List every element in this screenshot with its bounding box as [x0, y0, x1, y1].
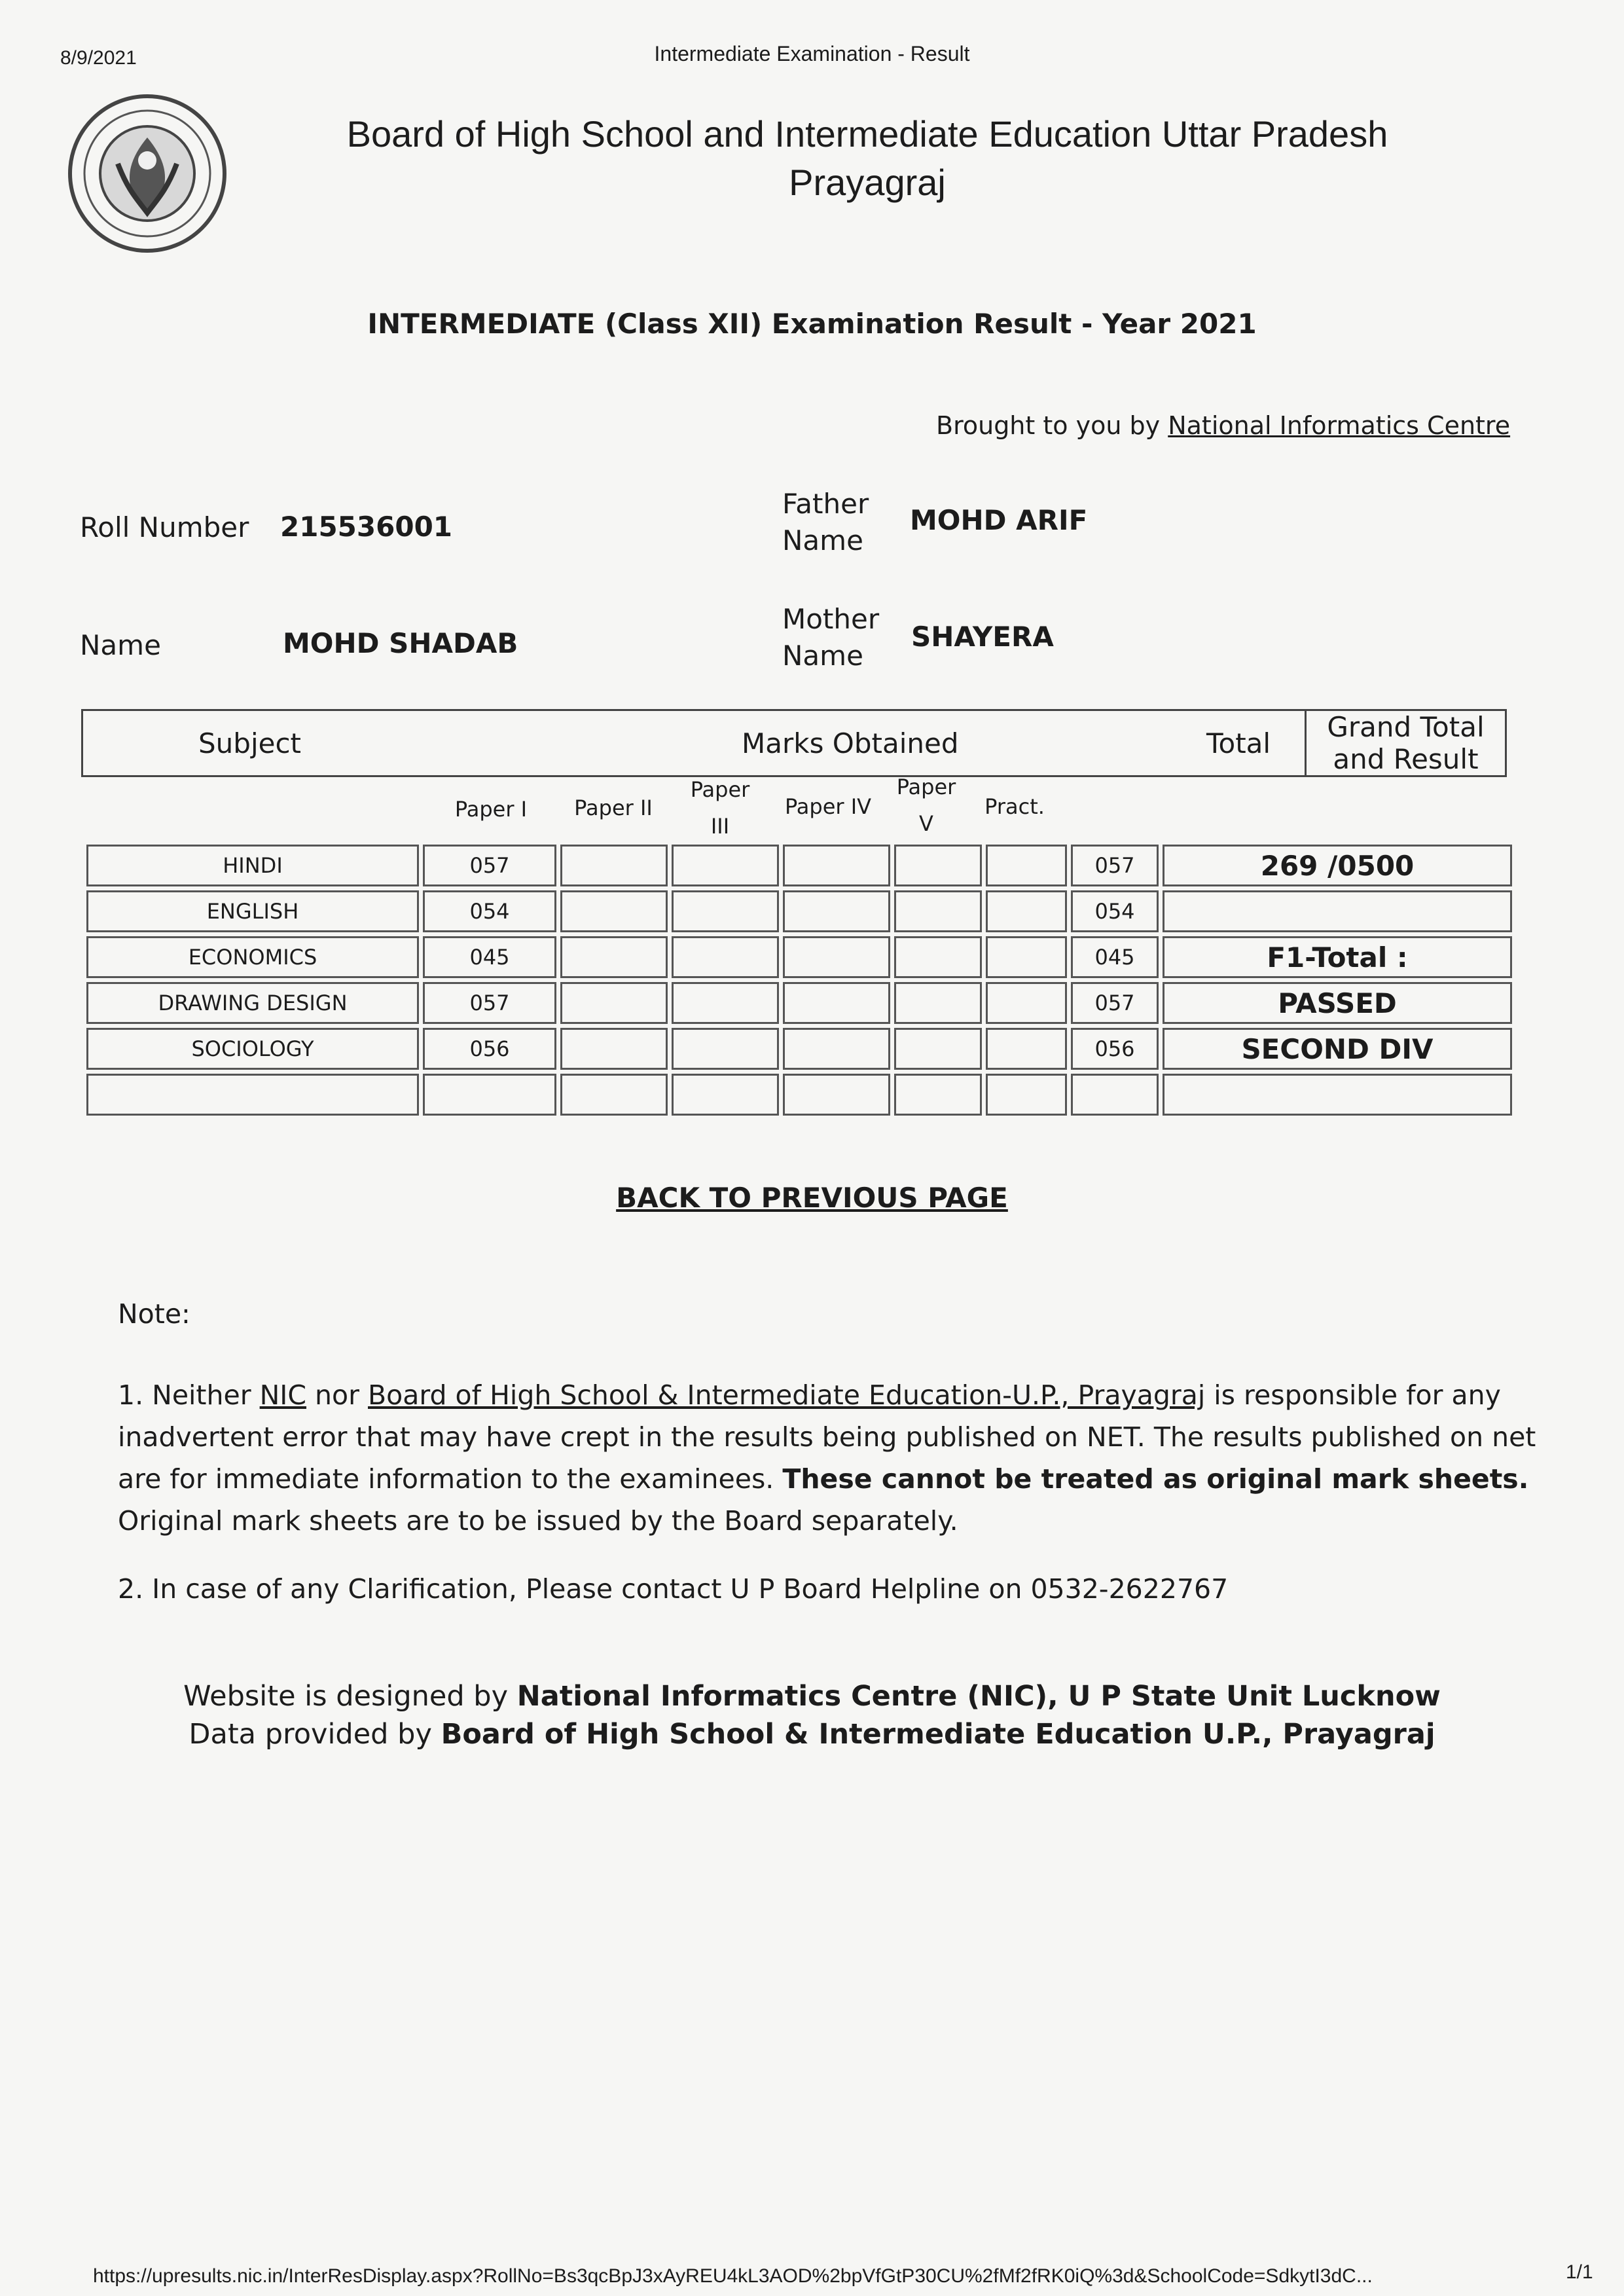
footer-text: Website is designed by — [183, 1680, 517, 1713]
result-cell: SECOND DIV — [1163, 1028, 1512, 1070]
note-1-text: nor — [306, 1379, 369, 1411]
paper5-cell — [894, 845, 982, 886]
paper3-cell — [672, 936, 779, 978]
table-row — [86, 982, 1512, 1024]
header-grand-total: Grand Total and Result — [1305, 711, 1505, 775]
exam-title: INTERMEDIATE (Class XII) Examination Result - Year 2021 — [367, 308, 1257, 340]
up-government-emblem-icon — [65, 92, 229, 255]
subject-cell — [86, 1074, 419, 1116]
col-paper-5 — [884, 769, 969, 842]
paper4-cell — [783, 845, 890, 886]
note-1-text: is responsible for any inadvertent error that may have crept in the results being published on NET. The results published on net are for immediate information to the examinees. — [118, 1379, 1536, 1495]
paper1-cell — [423, 1074, 556, 1116]
credit-prefix: Brought to you by — [936, 411, 1168, 440]
father-name-label — [782, 486, 869, 559]
paper2-cell — [560, 982, 668, 1024]
footer-board: Board of High School & Intermediate Education U.P., Prayagraj — [441, 1718, 1435, 1751]
total-cell: 054 — [1071, 890, 1159, 932]
table-row — [86, 845, 1512, 886]
paper3-cell — [672, 982, 779, 1024]
table-row — [86, 890, 1512, 932]
total-cell: 057 — [1071, 845, 1159, 886]
paper1-cell: 054 — [423, 890, 556, 932]
father-name-value: MOHD ARIF — [910, 504, 1088, 536]
result-cell: F1-Total : — [1163, 936, 1512, 978]
paper5-cell — [894, 936, 982, 978]
note-1-text: 1. Neither — [118, 1379, 260, 1411]
paper4-cell — [783, 1074, 890, 1116]
table-row-empty — [86, 1074, 1512, 1116]
col-paper-5-line1: Paper — [896, 774, 956, 799]
col-paper-3-line2: III — [710, 814, 730, 839]
nic-link[interactable]: National Informatics Centre — [1168, 411, 1511, 440]
paper4-cell — [783, 890, 890, 932]
col-paper-4: Paper IV — [784, 794, 872, 819]
paper5-cell — [894, 1074, 982, 1116]
paper1-cell: 056 — [423, 1028, 556, 1070]
subject-cell: HINDI — [86, 845, 419, 886]
total-cell: 057 — [1071, 982, 1159, 1024]
paper4-cell — [783, 1028, 890, 1070]
board-name: Board of High School and Intermediate Education Uttar Pradesh — [346, 113, 1388, 155]
paper5-cell — [894, 890, 982, 932]
print-page-number: 1/1 — [1566, 2261, 1593, 2283]
paper3-cell — [672, 1074, 779, 1116]
print-url: https://upresults.nic.in/InterResDisplay.aspx?RollNo=Bs3qcBpJ3xAyREU4kL3AOD%2bpVfGtP30CU%2fMf2fRK0iQ%3d&SchoolCode=SdkytI3dC... — [93, 2265, 1373, 2287]
roll-number-label: Roll Number — [80, 511, 249, 543]
practical-cell — [986, 936, 1067, 978]
mother-name-value: SHAYERA — [911, 621, 1054, 653]
paper2-cell — [560, 1074, 668, 1116]
header-total: Total — [1206, 727, 1271, 759]
col-paper-3-line1: Paper — [690, 777, 750, 802]
name-label: Name — [80, 629, 161, 661]
print-title: Intermediate Examination - Result — [654, 42, 970, 65]
note-1-warning: These cannot be treated as original mark sheets. — [782, 1463, 1529, 1495]
result-cell — [1163, 1074, 1512, 1116]
table-row — [86, 1028, 1512, 1070]
nic-note-link[interactable]: NIC — [259, 1379, 307, 1411]
name-value: MOHD SHADAB — [283, 627, 518, 659]
paper2-cell — [560, 845, 668, 886]
col-paper-2: Paper II — [574, 795, 653, 820]
subject-cell: SOCIOLOGY — [86, 1028, 419, 1070]
marks-table — [82, 841, 1516, 1120]
total-cell: 045 — [1071, 936, 1159, 978]
note-1 — [118, 1374, 1545, 1542]
marks-header-row — [81, 709, 1507, 777]
paper1-cell: 057 — [423, 982, 556, 1024]
board-city: Prayagraj — [789, 162, 946, 203]
total-cell: 056 — [1071, 1028, 1159, 1070]
roll-number-value: 215536001 — [280, 511, 453, 543]
paper3-cell — [672, 1028, 779, 1070]
practical-cell — [986, 1028, 1067, 1070]
practical-cell — [986, 982, 1067, 1024]
father-label-line1: Father — [782, 488, 869, 520]
paper3-cell — [672, 890, 779, 932]
mother-label-line1: Mother — [782, 603, 880, 635]
paper2-cell — [560, 1028, 668, 1070]
result-cell: 269 /0500 — [1163, 845, 1512, 886]
mother-label-line2: Name — [782, 640, 863, 672]
col-paper-3 — [674, 771, 766, 845]
notes-title: Note: — [118, 1298, 190, 1330]
footer-nic: National Informatics Centre (NIC), U P State Unit Lucknow — [516, 1680, 1441, 1713]
paper1-cell: 057 — [423, 845, 556, 886]
subject-cell: ECONOMICS — [86, 936, 419, 978]
header-marks-obtained: Marks Obtained — [742, 727, 959, 759]
practical-cell — [986, 845, 1067, 886]
result-cell: PASSED — [1163, 982, 1512, 1024]
notes-section — [118, 1293, 1545, 1636]
paper5-cell — [894, 982, 982, 1024]
note-1-text: Original mark sheets are to be issued by the Board separately. — [118, 1505, 958, 1537]
footer-designed-by — [0, 1677, 1624, 1715]
paper3-cell — [672, 845, 779, 886]
col-paper-5-line2: V — [919, 811, 933, 836]
total-cell — [1071, 1074, 1159, 1116]
paper5-cell — [894, 1028, 982, 1070]
paper1-cell: 045 — [423, 936, 556, 978]
header-subject: Subject — [198, 727, 302, 759]
table-row — [86, 936, 1512, 978]
footer-text: Data provided by — [189, 1718, 441, 1751]
site-footer — [0, 1677, 1624, 1753]
footer-data-provided — [0, 1715, 1624, 1753]
subject-cell: DRAWING DESIGN — [86, 982, 419, 1024]
back-to-previous-page-link[interactable]: BACK TO PREVIOUS PAGE — [616, 1182, 1008, 1214]
credit-line — [936, 411, 1510, 440]
paper2-cell — [560, 936, 668, 978]
father-label-line2: Name — [782, 524, 863, 556]
practical-cell — [986, 1074, 1067, 1116]
note-2: 2. In case of any Clarification, Please contact U P Board Helpline on 0532-2622767 — [118, 1573, 1229, 1605]
paper4-cell — [783, 982, 890, 1024]
result-cell — [1163, 890, 1512, 932]
board-note-link[interactable]: Board of High School & Intermediate Education-U.P., Prayagraj — [368, 1379, 1206, 1411]
print-date: 8/9/2021 — [60, 47, 137, 69]
col-paper-1: Paper I — [454, 797, 528, 822]
mother-name-label — [782, 601, 879, 674]
paper2-cell — [560, 890, 668, 932]
practical-cell — [986, 890, 1067, 932]
subject-cell: ENGLISH — [86, 890, 419, 932]
paper4-cell — [783, 936, 890, 978]
col-practical: Pract. — [984, 794, 1045, 819]
board-title — [249, 110, 1486, 207]
